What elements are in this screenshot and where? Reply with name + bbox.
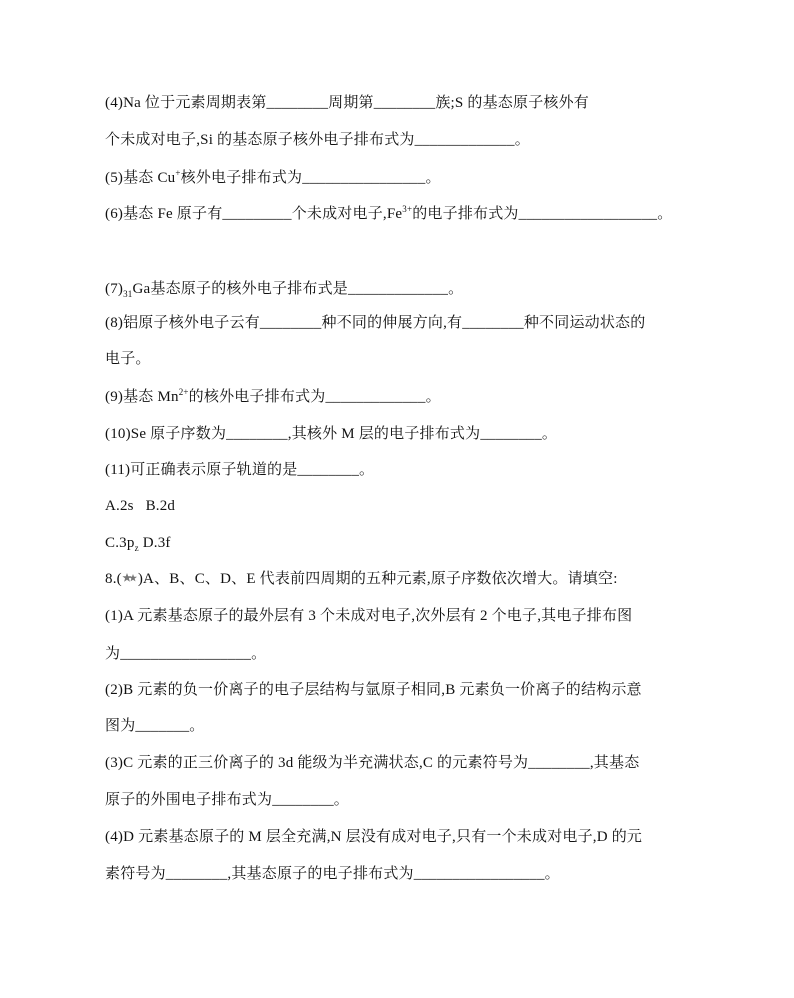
line-text: 素符号为________,其基态原子的电子排布式为_________________。 <box>105 866 560 882</box>
superscript-charge: + <box>175 168 181 178</box>
line-text: (4)D 元素基态原子的 M 层全充满,N 层没有成对电子,只有一个未成对电子,D 的元 <box>105 829 643 845</box>
line-text: Ga基态原子的核外电子排布式是_____________。 <box>132 281 464 297</box>
line-text: 的电子排布式为__________________。 <box>412 206 673 222</box>
question-8-part-3-line-1 <box>105 752 639 774</box>
line-text: (3)C 元素的正三价离子的 3d 能级为半充满状态,C 的元素符号为________,其基态 <box>105 755 640 771</box>
line-text: (4)Na 位于元素周期表第________周期第________族;S 的基态原子核外有 <box>105 95 589 111</box>
line-text: )A、B、C、D、E 代表前四周期的五种元素,原子序数依次增大。请填空: <box>137 571 618 587</box>
question-5-line <box>105 167 441 189</box>
line-text: 8.( <box>105 571 122 587</box>
question-8-part-1-line-1 <box>105 605 632 627</box>
line-text: 图为_______。 <box>105 718 205 734</box>
options-line-2 <box>105 532 171 554</box>
line-text: (8)铝原子核外电子云有________种不同的伸展方向,有________种不同运动状态的 <box>105 315 646 331</box>
question-7-line <box>105 278 463 300</box>
question-8-part-2-line-2 <box>105 715 205 737</box>
option-text: D.3f <box>138 535 171 551</box>
line-text: (10)Se 原子序数为________,其核外 M 层的电子排布式为________。 <box>105 426 558 442</box>
question-6-line <box>105 203 672 225</box>
line-text: 个未成对电子,Si 的基态原子核外电子排布式为_____________。 <box>105 132 530 148</box>
question-8-line-2 <box>105 348 151 370</box>
line-text: 为_________________。 <box>105 646 267 662</box>
question-8-part-3-line-2 <box>105 789 349 811</box>
question-8-line-1 <box>105 312 645 334</box>
question-8-header <box>105 568 618 590</box>
line-text: 电子。 <box>105 351 151 367</box>
line-text: (5)基态 Cu <box>105 170 176 186</box>
line-text: (7) <box>105 281 124 297</box>
question-8-part-2-line-1 <box>105 679 642 701</box>
line-text: (11)可正确表示原子轨道的是________。 <box>105 462 375 478</box>
question-4-line-2 <box>105 129 530 151</box>
line-text: (6)基态 Fe 原子有_________个未成对电子,Fe <box>105 206 403 222</box>
option-text: A.2s B.2d <box>105 498 176 514</box>
subscript-atomic-number: 31 <box>123 289 133 299</box>
line-text: (1)A 元素基态原子的最外层有 3 个未成对电子,次外层有 2 个电子,其电子排布图 <box>105 608 633 624</box>
question-8-part-1-line-2 <box>105 643 266 665</box>
superscript-charge: 3+ <box>402 204 413 214</box>
question-9-line <box>105 386 441 408</box>
subscript-orbital: z <box>134 543 139 553</box>
question-11-line <box>105 459 374 481</box>
question-4-line-1 <box>105 92 589 114</box>
line-text: (2)B 元素的负一价离子的电子层结构与氩原子相同,B 元素负一价离子的结构示意 <box>105 682 642 698</box>
superscript-charge: 2+ <box>178 387 189 397</box>
question-8-part-4-line-2 <box>105 863 560 885</box>
line-text: (9)基态 Mn <box>105 389 179 405</box>
options-line-1 <box>105 495 175 517</box>
question-8-part-4-line-1 <box>105 826 642 848</box>
line-text: 的核外电子排布式为_____________。 <box>188 389 441 405</box>
difficulty-star-icon <box>122 572 138 584</box>
option-text: C.3p <box>105 535 135 551</box>
question-10-line <box>105 423 557 445</box>
line-text: 原子的外围电子排布式为________。 <box>105 792 350 808</box>
line-text: 核外电子排布式为________________。 <box>180 170 441 186</box>
